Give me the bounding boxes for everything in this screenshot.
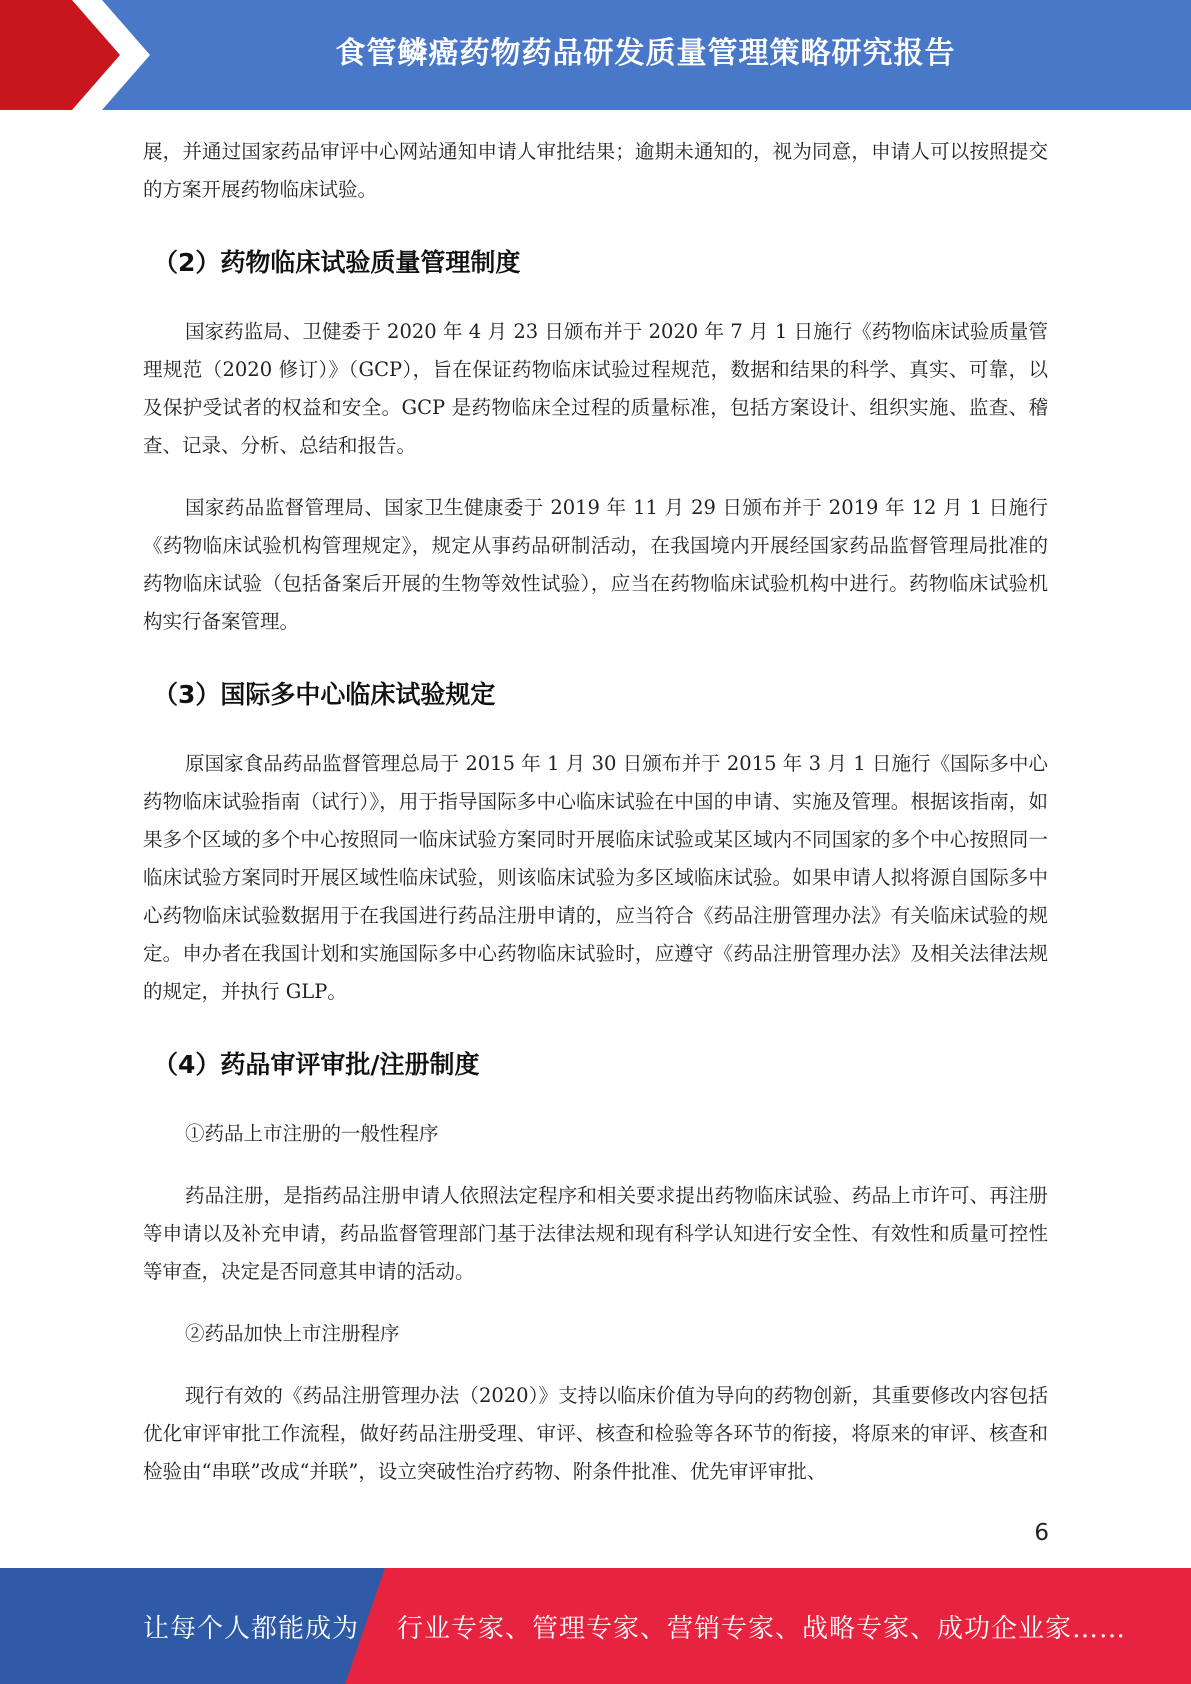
page-number: 6 [1034,1520,1049,1546]
section-2-paragraph-2: 国家药品监督管理局、国家卫生健康委于 2019 年 11 月 29 日颁布并于 2019 年 12 月 1 日施行《药物临床试验机构管理规定》，规定从事药品研制活动，在我国境内开展经国家药品监督管理局批准的药物临床试验（包括备案后开展的生物等效性试验），应当在药物临床试验机构中进行。药物临床试验机构实行备案管理。 [143,496,1048,633]
report-title: 食管鳞癌药物药品研发质量管理策略研究报告 [335,36,956,71]
page-header [0,0,1191,110]
section-4-paragraph-1: 药品注册，是指药品注册申请人依照法定程序和相关要求提出药物临床试验、药品上市许可、再注册等申请以及补充申请，药品监督管理部门基于法律法规和现有科学认知进行安全性、有效性和质量可控性等审查，决定是否同意其申请的活动。 [143,1184,1048,1283]
section-heading-4: （4）药品审评审批/注册制度 [153,1050,480,1079]
footer-slogan-right: 行业专家、管理专家、营销专家、战略专家、成功企业家…… [397,1613,1127,1644]
continuation-paragraph: 展，并通过国家药品审评中心网站通知申请人审批结果；逾期未通知的，视为同意，申请人可以按照提交的方案开展药物临床试验。 [143,140,1048,201]
page-content [143,133,1048,1491]
section-3-paragraph-1: 原国家食品药品监督管理总局于 2015 年 1 月 30 日颁布并于 2015 年 3 月 1 日施行《国际多中心药物临床试验指南（试行）》，用于指导国际多中心临床试验在中国的申请、实施及管理。根据该指南，如果多个区域的多个中心按照同一临床试验方案同时开展临床试验或某区域内不同国家的多个中心按照同一临床试验方案同时开展区域性临床试验，则该临床试验为多区域临床试验。如果申请人拟将源自国际多中心药物临床试验数据用于在我国进行药品注册申请的，应当符合《药品注册管理办法》有关临床试验的规定。申办者在我国计划和实施国际多中心药物临床试验时，应遵守《药品注册管理办法》及相关法律法规的规定，并执行 GLP。 [143,752,1048,1003]
page-footer [0,1568,1191,1684]
section-2-paragraph-1: 国家药监局、卫健委于 2020 年 4 月 23 日颁布并于 2020 年 7 月 1 日施行《药物临床试验质量管理规范（2020 修订）》（GCP），旨在保证药物临床试验过程规范，数据和结果的科学、真实、可靠，以及保护受试者的权益和安全。GCP 是药物临床全过程的质量标准，包括方案设计、组织实施、监查、稽查、记录、分析、总结和报告。 [143,320,1048,457]
section-4-paragraph-2: 现行有效的《药品注册管理办法（2020）》支持以临床价值为导向的药物创新，其重要修改内容包括优化审评审批工作流程，做好药品注册受理、审评、核查和检验等各环节的衔接，将原来的审评、核查和检验由“串联”改成“并联”，设立突破性治疗药物、附条件批准、优先审评审批、 [143,1384,1048,1483]
subheading-accelerated-procedure: ②药品加快上市注册程序 [185,1322,400,1345]
footer-slogan-left: 让每个人都能成为 [143,1613,360,1644]
section-heading-2: （2）药物临床试验质量管理制度 [153,248,521,277]
section-heading-3: （3）国际多中心临床试验规定 [153,680,496,709]
subheading-general-procedure: ①药品上市注册的一般性程序 [185,1122,439,1145]
